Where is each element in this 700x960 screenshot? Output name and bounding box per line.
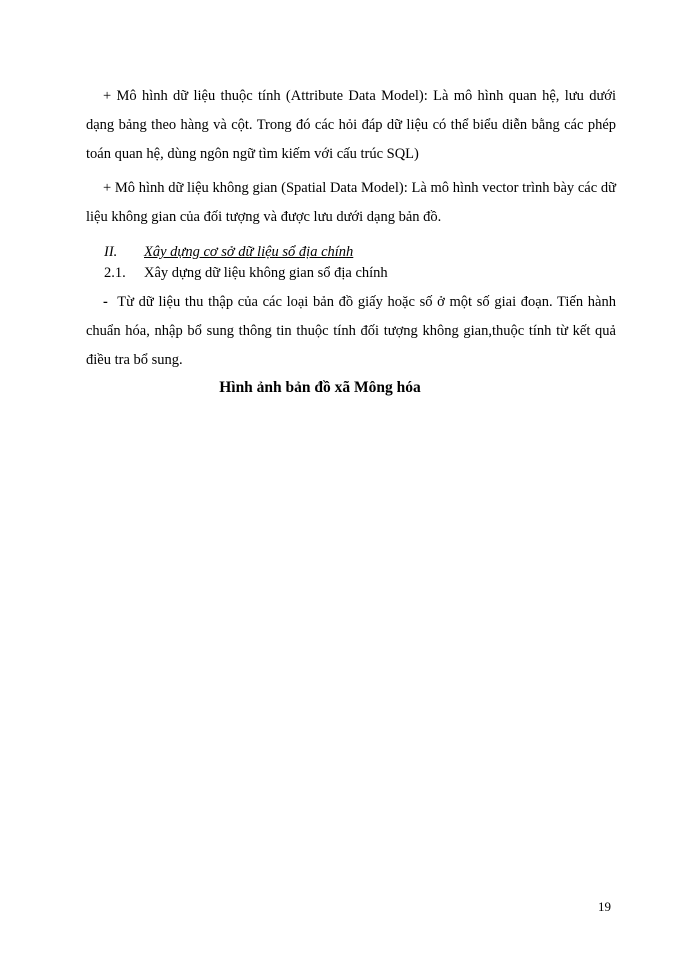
subsection-title: Xây dựng dữ liệu không gian sổ địa chính — [144, 265, 388, 281]
bullet-paragraph — [86, 288, 616, 375]
figure-caption: Hình ảnh bản đồ xã Mông hóa — [219, 379, 421, 396]
bullet-text: Từ dữ liệu thu thập của các loại bản đồ giấy hoặc số ở một số giai đoạn. Tiến hành chuẩn hóa, nhập bổ sung thông tin thuộc tính đối tượng không gian,thuộc tính từ kết quả điều tra bổ sung. — [86, 294, 616, 368]
subsection-heading — [104, 263, 388, 283]
section-heading — [104, 242, 353, 262]
page-number: 19 — [598, 899, 611, 914]
section-title: Xây dựng cơ sở dữ liệu sổ địa chính — [144, 244, 354, 260]
bullet-marker: - — [103, 294, 108, 310]
subsection-number: 2.1. — [104, 265, 126, 281]
paragraph-spatial-data-model: + Mô hình dữ liệu không gian (Spatial Data Model): Là mô hình vector trình bày các dữ liệu không gian của đối tượng và được lưu dưới dạng bản đồ. — [86, 180, 616, 225]
section-number: II. — [104, 244, 118, 260]
paragraph-attribute-data-model: + Mô hình dữ liệu thuộc tính (Attribute Data Model): Là mô hình quan hệ, lưu dưới dạng bảng theo hàng và cột. Trong đó các hỏi đáp dữ liệu có thể biểu diễn bằng các phép toán quan hệ, dùng ngôn ngữ tìm kiếm với cấu trúc SQL) — [86, 88, 616, 162]
